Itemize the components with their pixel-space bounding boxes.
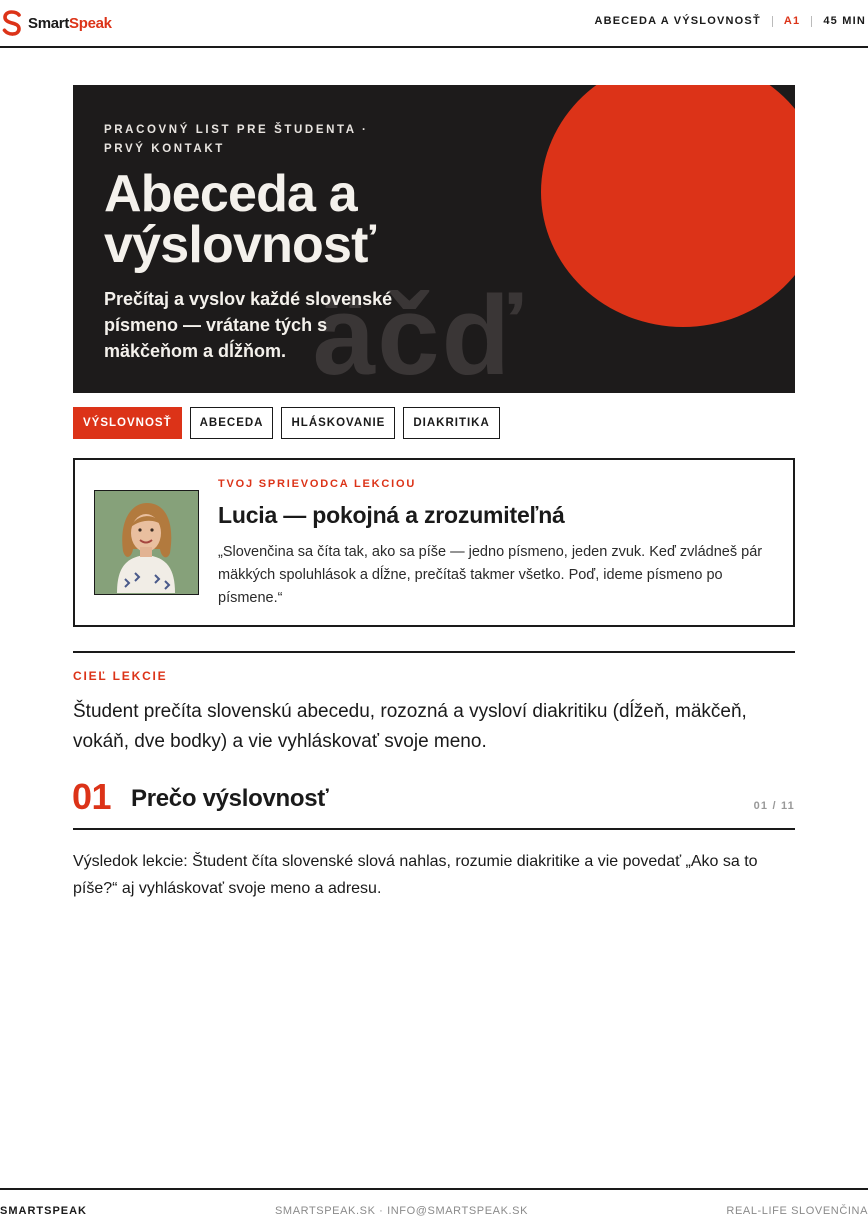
hero-watermark: äčď: [313, 273, 525, 393]
section-counter: 01 / 11: [753, 800, 795, 812]
guide-avatar: [94, 490, 199, 595]
guide-name: Lucia — pokojná a zrozumiteľná: [218, 502, 565, 528]
lesson-topic: ABECEDA A VÝSLOVNOSŤ: [594, 15, 761, 27]
guide-label: TVOJ SPRIEVODCA LEKCIOU: [218, 478, 417, 490]
section-number: 01: [72, 776, 112, 817]
lesson-duration: 45 MIN: [823, 15, 866, 27]
smartspeak-logo-icon: [2, 10, 24, 36]
hero-banner: [73, 85, 795, 393]
guide-quote: „Slovenčina sa číta tak, ako sa píše — jedno písmeno, jeden zvuk. Keď zvládneš pár mäkkých spoluhlások a dĺžne, prečítaš takmer všetko. Poď, ideme písmeno po písmene.“: [218, 544, 763, 606]
objective-divider: [73, 651, 795, 653]
section-divider: [73, 828, 795, 830]
objective-label: CIEĽ LEKCIE: [73, 669, 168, 683]
brand-logo[interactable]: [2, 10, 112, 36]
lesson-level: A1: [783, 15, 801, 27]
meta-divider: [811, 16, 812, 27]
top-bar: [0, 0, 868, 48]
hero-red-circle: [541, 85, 795, 327]
tag-vyslovnost[interactable]: VÝSLOVNOSŤ: [73, 407, 182, 439]
tag-abeceda[interactable]: ABECEDA: [190, 407, 274, 439]
hero-eyebrow: PRACOVNÝ LIST PRE ŠTUDENTA · PRVÝ KONTAKT: [104, 124, 369, 155]
guide-card: [73, 458, 795, 627]
tag-diakritika[interactable]: DIAKRITIKA: [403, 407, 499, 439]
meta-divider: [772, 16, 773, 27]
hero-subtitle: Prečítaj a vyslov každé slovenské písmeno — vrátane tých s mäkčeňom a dĺžňom.: [104, 289, 393, 361]
footer-contact[interactable]: SMARTSPEAK.SK · INFO@SMARTSPEAK.SK: [275, 1205, 529, 1217]
page-footer: [0, 1188, 868, 1228]
footer-tagline: REAL-LIFE SLOVENČINA: [726, 1205, 868, 1217]
brand-name: SmartSpeak: [28, 14, 112, 32]
objective-text: Študent prečíta slovenskú abecedu, rozozná a vysloví diakritiku (dĺžeň, mäkčeň, vokáň, dve bodky) a vie vyhláskovať svoje meno.: [73, 701, 747, 752]
topic-tags: [73, 407, 500, 439]
section-title: Prečo výslovnosť: [131, 785, 329, 812]
hero-title: Abeceda a výslovnosť: [104, 165, 376, 274]
footer-brand: SMARTSPEAK: [0, 1205, 88, 1217]
lesson-meta: [594, 15, 866, 27]
section-body: Výsledok lekcie: Študent číta slovenské slová nahlas, rozumie diakritike a vie povedať „Ako sa to píše?“ aj vyhláskovať svoje meno a adresu.: [73, 853, 758, 897]
guide-portrait-icon: [95, 491, 197, 593]
tag-hlaskovanie[interactable]: HLÁSKOVANIE: [281, 407, 395, 439]
